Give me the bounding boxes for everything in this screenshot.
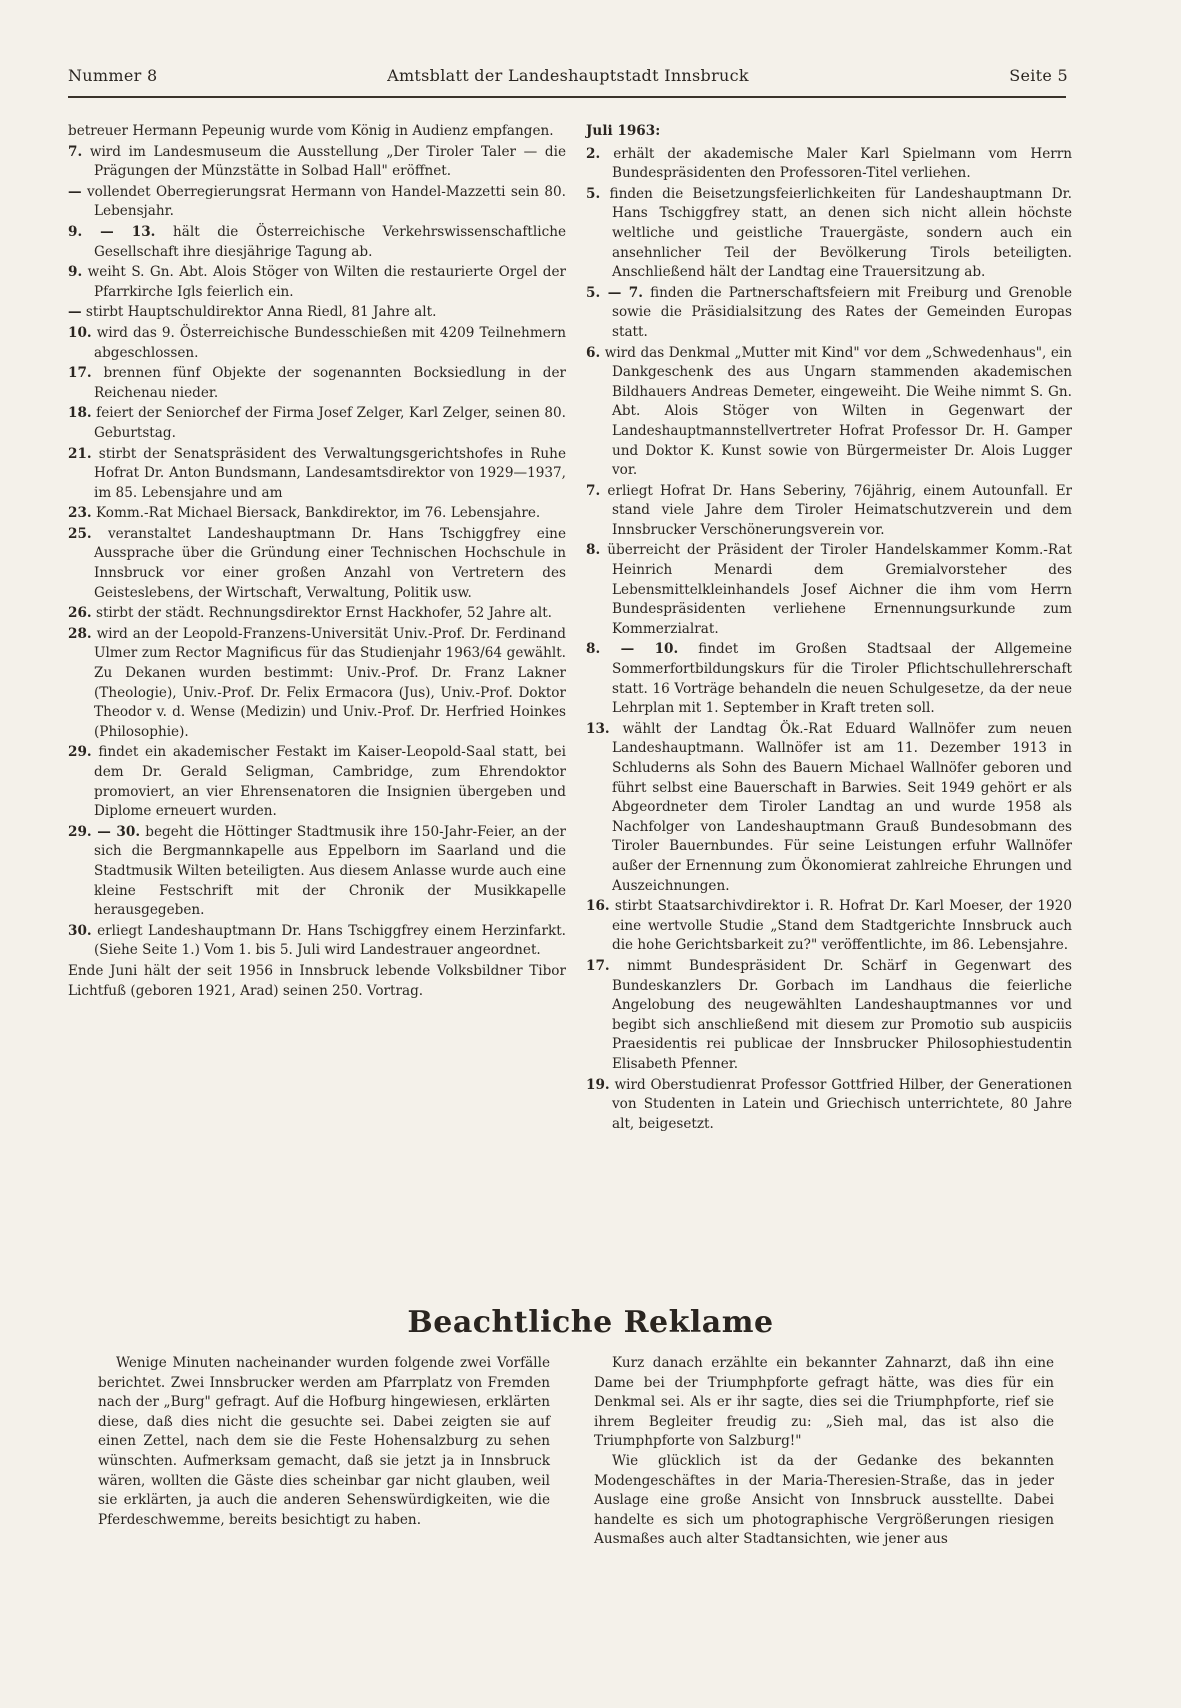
entry-text: erliegt Landeshauptmann Dr. Hans Tschiggfrey einem Herzinfarkt. (Siehe Seite 1.) Vom 1. bis 5. Juli wird Landestrauer angeordnet. (94, 922, 566, 959)
entry-date: 28. (68, 625, 92, 642)
entry-date: 8. — 10. (586, 641, 679, 658)
chronicle-entry (68, 263, 566, 302)
entry-text: stirbt der Senatspräsident des Verwaltungsgerichtshofes in Ruhe Hofrat Dr. Anton Bundsmann, Landesamtsdirektor von 1929—1937, im 85. Lebensjahre und am (94, 445, 566, 501)
reklame-paragraph: Wenige Minuten nacheinander wurden folgende zwei Vorfälle berichtet. Zwei Innsbrucker werden am Pfarrplatz von Fremden nach der „Burg" gefragt. Auf die Hofburg hingewiesen, erklärten diese, daß dies nicht die gesuchte sei. Dabei zeigten sie auf einen Zettel, nach dem sie die Feste Hohensalzburg zu sehen wünschten. Aufmerksam gemacht, daß sie jetzt ja in Innsbruck wären, wollten die Gäste dies scheinbar gar nicht glauben, weil sie erklärten, ja auch die anderen Sehenswürdigkeiten, wie die Pferdeschwemme, bereits besichtigt zu haben. (98, 1355, 550, 1528)
reklame-right-column (594, 1354, 1054, 1550)
entry-date: 9. (68, 264, 83, 281)
right-entries (586, 145, 1072, 1135)
entry-date: 21. (68, 445, 92, 462)
entry-text: erliegt Hofrat Dr. Hans Seberiny, 76jährig, einem Autounfall. Er stand viele Jahre dem Tiroler Heimatschutzverein und dem Innsbrucker Verschönerungsverein vor. (607, 482, 1072, 538)
entry-date: 26. (68, 605, 92, 622)
chronicle-left-column (68, 122, 566, 1002)
entry-text: wird das 9. Österreichische Bundesschießen mit 4209 Teilnehmern abgeschlossen. (94, 324, 567, 361)
entry-date: 29. — 30. (68, 823, 141, 840)
entry-date: 5. — 7. (586, 284, 643, 301)
entry-text: stirbt Staatsarchivdirektor i. R. Hofrat Dr. Karl Moeser, der 1920 eine wertvolle Studie „Stand dem Stadtgerichte Innsbruck auch die hohe Gerichtsbarkeit zu?" veröffentlichte, im 86. Lebensjahre. (612, 898, 1072, 954)
reklame-paragraph: Wie glücklich ist da der Gedanke des bekannten Modengeschäftes in der Maria-Theresien-Straße, das in jeder Auslage eine große Ansicht von Innsbruck ausstellte. Dabei handelte es sich um photographische Vergrößerungen riesigen Ausmaßes auch alter Stadtansichten, wie jener aus (594, 1452, 1054, 1548)
reklame-paragraph: Kurz danach erzählte ein bekannter Zahnarzt, daß ihn eine Dame bei der Triumphpforte gefragt hätte, was dies für ein Denkmal sei. Als er ihr sagte, dies sei die Triumphpforte, rief sie ihrem Begleiter freudig zu: „Sieh mal, das ist also die Triumphpforte von Salzburg!" (594, 1355, 1054, 1450)
entry-text: betreuer Hermann Pepeunig wurde vom König in Audienz empfangen. (68, 123, 554, 139)
chronicle-entry (68, 183, 566, 222)
entry-text: finden die Partnerschaftsfeiern mit Freiburg und Grenoble sowie die Präsidialsitzung des Rates der Gemeinden Europas statt. (612, 284, 1072, 340)
entry-date: 6. (586, 344, 601, 361)
entry-date: 17. (586, 957, 610, 974)
entry-date: 29. (68, 744, 92, 761)
entry-date: 2. (586, 145, 601, 162)
entry-text: stirbt Hauptschuldirektor Anna Riedl, 81 Jahre alt. (85, 304, 437, 321)
chronicle-right-column (586, 122, 1072, 1135)
entry-text: hält die Österreichische Verkehrswissenschaftliche Gesellschaft ihre diesjährige Tagung ab. (94, 223, 566, 260)
entry-text: Ende Juni hält der seit 1956 in Innsbruck lebende Volksbildner Tibor Lichtfuß (geboren 1921, Arad) seinen 250. Vortrag. (68, 962, 566, 999)
publication-title: Amtsblatt der Landeshauptstadt Innsbruck (387, 66, 749, 85)
entry-date: 19. (586, 1076, 610, 1093)
entry-date: 7. (586, 482, 601, 499)
chronicle-entry (68, 525, 566, 603)
chronicle-entry (68, 143, 566, 182)
chronicle-entry (586, 640, 1072, 718)
entry-text: findet ein akademischer Festakt im Kaiser-Leopold-Saal statt, bei dem Dr. Gerald Seligman, Cambridge, zum Ehrendoktor promoviert, an vier Ehrensenatoren die Insignien übergeben und Diplome erneuert wurden. (94, 744, 566, 820)
entry-date: 8. (586, 542, 601, 559)
chronicle-entry (68, 604, 566, 624)
chronicle-entry (586, 145, 1072, 184)
chronicle-entry (586, 185, 1072, 283)
entry-date: 10. (68, 324, 92, 341)
entry-date: — (68, 183, 82, 200)
entry-text: brennen fünf Objekte der sogenannten Bocksiedlung in der Reichenau nieder. (94, 365, 566, 401)
entry-date: 30. (68, 922, 92, 939)
entry-text: begeht die Höttinger Stadtmusik ihre 150-Jahr-Feier, an der sich die Bergmannkapelle aus Eppelborn im Saarland und die Stadtmusik Wilten beteiligten. Aus diesem Anlasse wurde auch eine kleine Festschrift mit der Chronik der Musikkapelle herausgegeben. (94, 823, 567, 919)
header-rule (68, 96, 1066, 98)
chronicle-entry (586, 482, 1072, 541)
entry-text: findet im Großen Stadtsaal der Allgemeine Sommerfortbildungskurs für die Tiroler Pflichtschullehrerschaft statt. 16 Vorträge behandeln die neuen Schulgesetze, da der neue Lehrplan mit 1. September in Kraft treten soll. (612, 641, 1072, 717)
chronicle-entry (68, 922, 566, 961)
entry-date: — (68, 304, 82, 321)
chronicle-entry (68, 122, 566, 142)
chronicle-entry (68, 404, 566, 443)
entry-date: 23. (68, 505, 92, 522)
chronicle-entry (68, 303, 566, 323)
chronicle-entry (586, 284, 1072, 343)
entry-date: 17. (68, 365, 92, 382)
page-number: Seite 5 (1009, 66, 1068, 85)
entry-text: finden die Beisetzungsfeierlichkeiten für Landeshauptmann Dr. Hans Tschiggfrey statt, an denen sich nicht allein höchste weltliche und geistliche Trauergäste, sondern auch ein ansehnlicher Teil der Bevölkerung Tirols beteiligten. Anschließend hält der Landtag eine Trauersitzung ab. (609, 185, 1072, 281)
entry-date: 16. (586, 898, 610, 915)
chronicle-entry (68, 223, 566, 262)
chronicle-entry (68, 823, 566, 921)
entry-text: stirbt der städt. Rechnungsdirektor Ernst Hackhofer, 52 Jahre alt. (95, 605, 552, 622)
chronicle-entry (586, 541, 1072, 639)
entry-date: 7. (68, 143, 83, 160)
entry-text: wird an der Leopold-Franzens-Universität Univ.-Prof. Dr. Ferdinand Ulmer zum Rector Magnificus für das Studienjahr 1963/64 gewählt. Zu Dekanen wurden bestimmt: Univ.-Prof. Dr. Franz Lakner (Theologie), Univ.-Prof. Dr. Felix Ermacora (Jus), Univ.-Prof. Doktor Theodor v. d. Wense (Medizin) und Univ.-Prof. Dr. Herfried Hoinkes (Philosophie). (94, 625, 566, 740)
entry-text: wird das Denkmal „Mutter mit Kind" vor dem „Schwedenhaus", ein Dankgeschenk des aus Ungarn stammenden akademischen Bildhauers Andreas Demeter, eingeweiht. Die Weihe nimmt S. Gn. Abt. Alois Stöger von Wilten in Gegenwart der Landeshauptmannstellvertreter Hofrat Professor Dr. H. Gamper und Doktor K. Kunst sowie von Bürgermeister Dr. Alois Lugger vor. (604, 344, 1072, 479)
chronicle-entry (586, 897, 1072, 956)
issue-number: Nummer 8 (68, 66, 158, 85)
month-heading: Juli 1963: (586, 123, 661, 139)
entry-date: 18. (68, 405, 92, 422)
entry-text: veranstaltet Landeshauptmann Dr. Hans Tschiggfrey eine Aussprache über die Gründung einer Technischen Hochschule in Innsbruck vor einer großen Anzahl von Vertretern des Geisteslebens, der Wirtschaft, Verwaltung, Politik usw. (94, 525, 566, 601)
entry-text: Komm.-Rat Michael Biersack, Bankdirektor, im 76. Lebensjahre. (95, 505, 541, 522)
entry-text: erhält der akademische Maler Karl Spielmann vom Herrn Bundespräsidenten den Professoren-Titel verliehen. (612, 145, 1072, 182)
chronicle-entry (68, 324, 566, 363)
entry-text: weiht S. Gn. Abt. Alois Stöger von Wilten die restaurierte Orgel der Pfarrkirche Igls feierlich ein. (87, 264, 566, 300)
chronicle-entry (68, 962, 566, 1001)
reklame-headline: Beachtliche Reklame (407, 1305, 774, 1340)
chronicle-entry (68, 504, 566, 524)
chronicle-entry (586, 344, 1072, 481)
entry-date: 13. (586, 720, 610, 737)
entry-text: überreicht der Präsident der Tiroler Handelskammer Komm.-Rat Heinrich Menardi dem Gremialvorsteher des Lebensmittelkleinhandels Josef Aichner die ihm vom Herrn Bundespräsidenten verliehene Ernennungsurkunde zum Kommerzialrat. (607, 542, 1072, 637)
chronicle-entry (68, 364, 566, 403)
chronicle-entry (586, 957, 1072, 1075)
chronicle-entry (68, 445, 566, 504)
entry-text: wird im Landesmuseum die Ausstellung „Der Tiroler Taler — die Prägungen der Münzstätte in Solbad Hall" eröffnet. (89, 143, 566, 180)
entry-text: feiert der Seniorchef der Firma Josef Zelger, Karl Zelger, seinen 80. Geburtstag. (94, 405, 567, 441)
entry-text: wählt der Landtag Ök.-Rat Eduard Wallnöfer zum neuen Landeshauptmann. Wallnöfer ist am 11. Dezember 1913 in Schluderns als Sohn des Bauern Michael Wallnöfer geboren und führt selbst eine Bauerschaft in Barwies. Seit 1949 gehört er als Abgeordneter dem Tiroler Landtag an und wurde 1958 als Nachfolger von Landeshauptmann Grauß Bundesobmann des Tiroler Bauernbundes. Für seine Leistungen erfuhr Wallnöfer außer der Ernennung zum Ökonomierat zahlreiche Ehrungen und Auszeichnungen. (612, 720, 1072, 894)
entry-text: wird Oberstudienrat Professor Gottfried Hilber, der Generationen von Studenten in Latein und Griechisch unterrichtete, 80 Jahre alt, beigesetzt. (612, 1076, 1072, 1132)
chronicle-entry (68, 743, 566, 821)
entry-text: vollendet Oberregierungsrat Hermann von Handel-Mazzetti sein 80. Lebensjahr. (86, 183, 566, 220)
entry-text: nimmt Bundespräsident Dr. Schärf in Gegenwart des Bundeskanzlers Dr. Gorbach im Landhaus die feierliche Angelobung des neugewählten Landeshauptmannes vor und begibt sich anschließend mit diesem zur Promotio sub auspiciis Praesidentis rei publicae der Innsbrucker Philosophiestudentin Elisabeth Pfenner. (612, 957, 1072, 1072)
chronicle-entry (68, 625, 566, 743)
page-header (68, 66, 1068, 90)
reklame-left-column (98, 1354, 550, 1530)
chronicle-entry (586, 1076, 1072, 1135)
entry-date: 9. — 13. (68, 223, 156, 240)
chronicle-entry (586, 720, 1072, 896)
entry-date: 25. (68, 525, 92, 542)
entry-date: 5. (586, 185, 601, 202)
